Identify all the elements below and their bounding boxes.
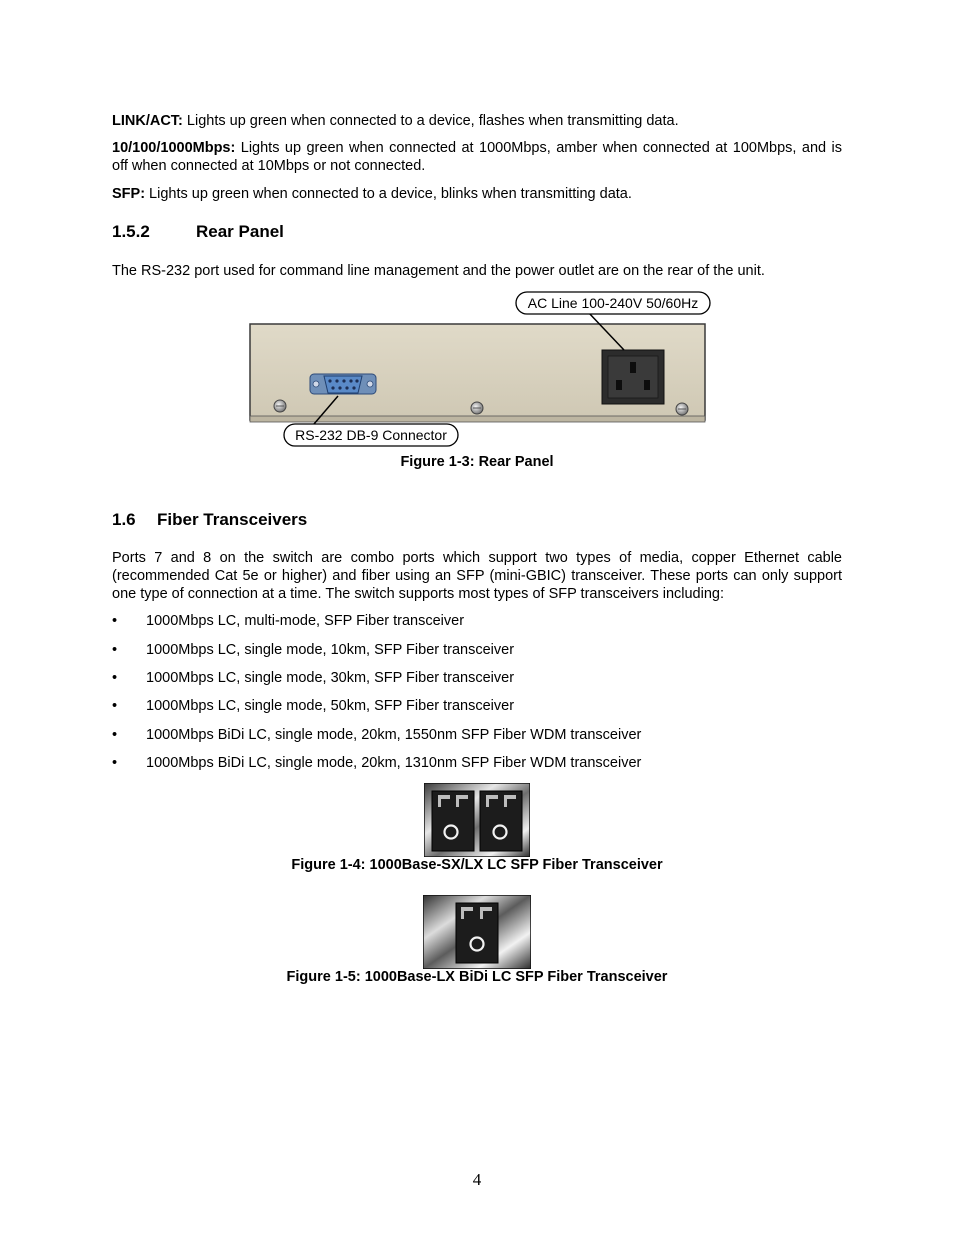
rear-panel-heading-number: 1.5.2	[112, 222, 150, 241]
power-outlet-icon	[602, 350, 664, 404]
bullet-symbol: •	[112, 613, 118, 629]
sfp-paragraph	[112, 185, 842, 203]
figure-1-3-caption: Figure 1-3: Rear Panel	[400, 454, 554, 470]
bullet-symbol: •	[112, 727, 118, 743]
screw-icon	[274, 400, 286, 412]
bullet-symbol: •	[112, 670, 118, 686]
fiber-body: Ports 7 and 8 on the switch are combo ports which support two types of media, copper Ethernet cable (recommended Cat 5e or higher) and fiber using an SFP (mini-GBIC) transceiver. These ports can only support one type of connection at a time. The switch supports most types of SFP transceivers including:	[112, 550, 842, 602]
figure-1-5-caption: Figure 1-5: 1000Base-LX BiDi LC SFP Fiber Transceiver	[286, 969, 668, 985]
lc-port-icon	[456, 903, 498, 963]
dual-lc-sfp-figure	[424, 783, 530, 857]
screw-icon	[471, 402, 483, 414]
rs232-callout-text: RS-232 DB-9 Connector	[295, 427, 447, 443]
bullet-symbol: •	[112, 698, 118, 714]
link-act-label: LINK/ACT:	[112, 113, 183, 129]
link-act-paragraph	[112, 112, 842, 130]
screw-icon	[676, 403, 688, 415]
bullet-symbol: •	[112, 642, 118, 658]
bullet-symbol: •	[112, 755, 118, 771]
list-item-text: 1000Mbps LC, single mode, 30km, SFP Fiber transceiver	[146, 670, 515, 686]
db9-connector-icon	[310, 374, 376, 394]
page-number: 4	[472, 1170, 482, 1189]
list-item-text: 1000Mbps BiDi LC, single mode, 20km, 1550nm SFP Fiber WDM transceiver	[146, 727, 642, 743]
lc-port-icon	[432, 791, 474, 851]
rear-panel-body: The RS-232 port used for command line management and the power outlet are on the rear of the unit.	[112, 263, 765, 279]
sfp-text: Lights up green when connected to a device, blinks when transmitting data.	[145, 186, 632, 202]
speed-paragraph	[112, 139, 842, 175]
fiber-heading-number: 1.6	[112, 510, 136, 529]
fiber-heading-title: Fiber Transceivers	[157, 510, 308, 529]
speed-label: 10/100/1000Mbps:	[112, 140, 236, 156]
speed-text: Lights up green when connected at 1000Mbps, amber when connected at 100Mbps, and is off when connected at 10Mbps or not connected.	[112, 140, 842, 174]
list-item-text: 1000Mbps LC, single mode, 50km, SFP Fiber transceiver	[146, 698, 515, 714]
rear-panel-heading-title: Rear Panel	[196, 222, 284, 241]
sfp-label: SFP:	[112, 186, 146, 202]
ac-callout-text: AC Line 100-240V 50/60Hz	[527, 295, 699, 311]
list-item-text: 1000Mbps LC, single mode, 10km, SFP Fiber transceiver	[146, 642, 515, 658]
figure-1-4-caption: Figure 1-4: 1000Base-SX/LX LC SFP Fiber Transceiver	[291, 857, 663, 873]
rear-panel-figure	[246, 288, 712, 456]
lc-port-icon	[480, 791, 522, 851]
list-item-text: 1000Mbps BiDi LC, single mode, 20km, 1310nm SFP Fiber WDM transceiver	[146, 755, 642, 771]
link-act-text: Lights up green when connected to a device, flashes when transmitting data.	[182, 113, 679, 129]
bidi-lc-sfp-figure	[423, 895, 531, 969]
list-item-text: 1000Mbps LC, multi-mode, SFP Fiber transceiver	[146, 613, 465, 629]
